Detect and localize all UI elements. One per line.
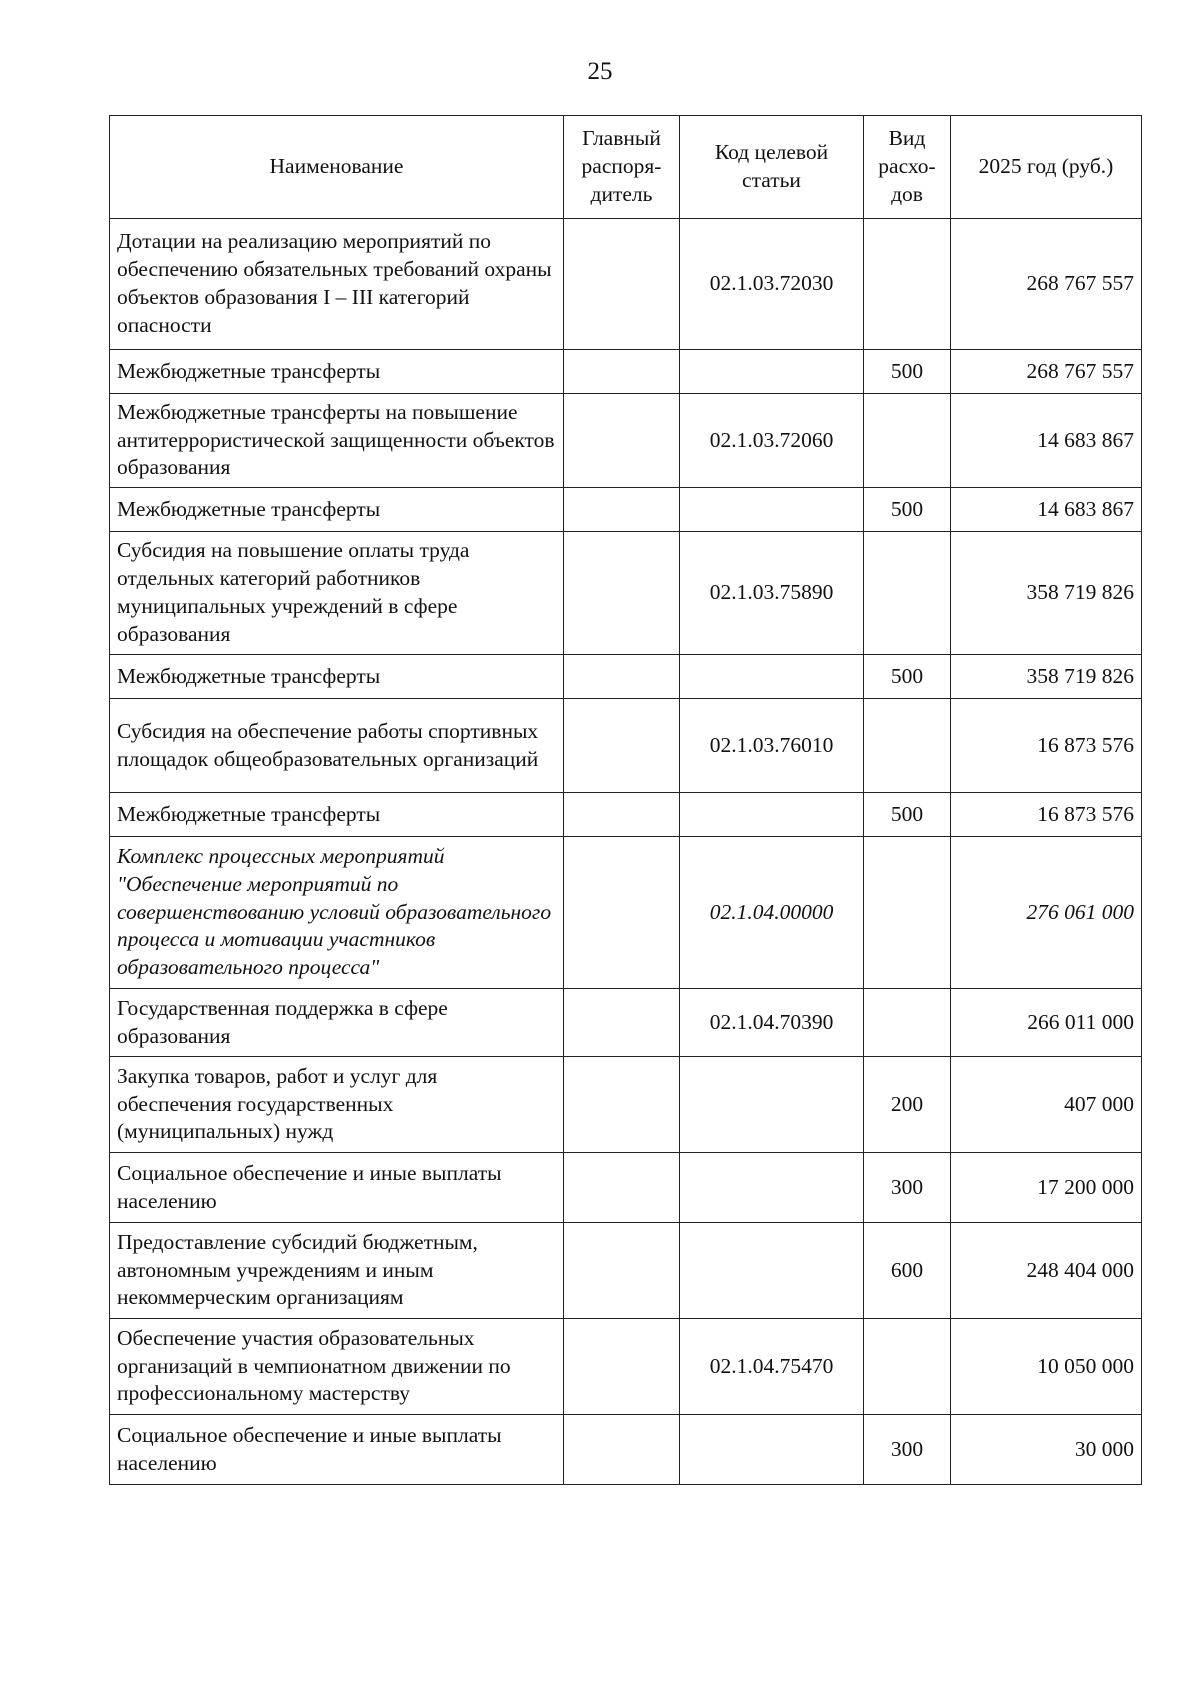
row-name-cell: Социальное обеспечение и иные выплаты населению: [110, 1415, 564, 1485]
table-header-row: [110, 116, 1142, 219]
row-name-cell: Социальное обеспечение и иные выплаты населению: [110, 1153, 564, 1223]
header-expense-type: Вид расхо-дов: [864, 116, 951, 219]
row-target-code-cell: 02.1.04.70390: [680, 989, 864, 1057]
row-chief-manager-cell: [564, 1415, 680, 1485]
row-chief-manager-cell: [564, 350, 680, 394]
row-name-cell: Предоставление субсидий бюджетным, автономным учреждениям и иным некоммерческим организациям: [110, 1223, 564, 1319]
row-amount-cell: 16 873 576: [951, 793, 1142, 837]
row-expense-type-cell: 200: [864, 1057, 951, 1153]
row-expense-type-cell: 500: [864, 350, 951, 394]
row-amount-cell: 248 404 000: [951, 1223, 1142, 1319]
row-chief-manager-cell: [564, 532, 680, 655]
row-expense-type-cell: [864, 219, 951, 350]
row-name-cell: Обеспечение участия образовательных организаций в чемпионатном движении по профессиональному мастерству: [110, 1319, 564, 1415]
row-target-code-cell: 02.1.03.72060: [680, 394, 864, 488]
row-target-code-cell: [680, 655, 864, 699]
row-name-cell: Субсидия на повышение оплаты труда отдельных категорий работников муниципальных учреждений в сфере образования: [110, 532, 564, 655]
header-name: Наименование: [110, 116, 564, 219]
table-row: [110, 1319, 1142, 1415]
row-name-cell: Межбюджетные трансферты: [110, 793, 564, 837]
row-expense-type-cell: [864, 837, 951, 989]
row-expense-type-cell: 500: [864, 655, 951, 699]
row-chief-manager-cell: [564, 989, 680, 1057]
row-chief-manager-cell: [564, 1319, 680, 1415]
row-name-cell: Межбюджетные трансферты: [110, 350, 564, 394]
row-expense-type-cell: [864, 532, 951, 655]
row-target-code-cell: [680, 488, 864, 532]
table-row: [110, 532, 1142, 655]
row-amount-cell: 407 000: [951, 1057, 1142, 1153]
row-expense-type-cell: [864, 989, 951, 1057]
row-amount-cell: 268 767 557: [951, 350, 1142, 394]
table-row: [110, 1153, 1142, 1223]
row-chief-manager-cell: [564, 655, 680, 699]
row-target-code-cell: 02.1.04.00000: [680, 837, 864, 989]
row-amount-cell: 358 719 826: [951, 655, 1142, 699]
row-expense-type-cell: 300: [864, 1415, 951, 1485]
row-name-cell: Межбюджетные трансферты: [110, 488, 564, 532]
row-target-code-cell: [680, 1223, 864, 1319]
row-expense-type-cell: [864, 394, 951, 488]
row-chief-manager-cell: [564, 1153, 680, 1223]
table-row: [110, 1057, 1142, 1153]
header-target-code: Код целевой статьи: [680, 116, 864, 219]
row-amount-cell: 276 061 000: [951, 837, 1142, 989]
header-amount-2025: 2025 год (руб.): [951, 116, 1142, 219]
row-target-code-cell: [680, 1153, 864, 1223]
row-expense-type-cell: 500: [864, 793, 951, 837]
row-chief-manager-cell: [564, 488, 680, 532]
row-chief-manager-cell: [564, 394, 680, 488]
row-chief-manager-cell: [564, 1223, 680, 1319]
row-target-code-cell: [680, 1057, 864, 1153]
row-chief-manager-cell: [564, 699, 680, 793]
table-row: [110, 989, 1142, 1057]
row-amount-cell: 16 873 576: [951, 699, 1142, 793]
row-chief-manager-cell: [564, 1057, 680, 1153]
page-number: 25: [587, 58, 613, 85]
row-amount-cell: 30 000: [951, 1415, 1142, 1485]
row-amount-cell: 266 011 000: [951, 989, 1142, 1057]
row-expense-type-cell: [864, 699, 951, 793]
row-amount-cell: 14 683 867: [951, 394, 1142, 488]
row-target-code-cell: 02.1.03.76010: [680, 699, 864, 793]
row-name-cell: Дотации на реализацию мероприятий по обеспечению обязательных требований охраны объектов образования I – III категорий опасности: [110, 219, 564, 350]
row-amount-cell: 14 683 867: [951, 488, 1142, 532]
row-amount-cell: 358 719 826: [951, 532, 1142, 655]
row-expense-type-cell: [864, 1319, 951, 1415]
row-amount-cell: 268 767 557: [951, 219, 1142, 350]
header-chief-manager: Главный распоря-дитель: [564, 116, 680, 219]
table-row: [110, 1415, 1142, 1485]
table-row: [110, 699, 1142, 793]
row-expense-type-cell: 500: [864, 488, 951, 532]
row-name-cell: Межбюджетные трансферты на повышение антитеррористической защищенности объектов образования: [110, 394, 564, 488]
row-name-cell: Субсидия на обеспечение работы спортивных площадок общеобразовательных организаций: [110, 699, 564, 793]
row-chief-manager-cell: [564, 793, 680, 837]
row-target-code-cell: [680, 793, 864, 837]
row-amount-cell: 10 050 000: [951, 1319, 1142, 1415]
row-target-code-cell: 02.1.03.72030: [680, 219, 864, 350]
table-row: [110, 219, 1142, 350]
row-name-cell: Межбюджетные трансферты: [110, 655, 564, 699]
table-row: [110, 488, 1142, 532]
table-row: [110, 1223, 1142, 1319]
row-amount-cell: 17 200 000: [951, 1153, 1142, 1223]
table-row: [110, 793, 1142, 837]
row-target-code-cell: 02.1.03.75890: [680, 532, 864, 655]
table-row: [110, 655, 1142, 699]
row-target-code-cell: [680, 350, 864, 394]
row-name-cell: Комплекс процессных мероприятий "Обеспечение мероприятий по совершенствованию условий образовательного процесса и мотивации участников образовательного процесса": [110, 837, 564, 989]
row-name-cell: Закупка товаров, работ и услуг для обеспечения государственных (муниципальных) нужд: [110, 1057, 564, 1153]
table-row: [110, 394, 1142, 488]
row-chief-manager-cell: [564, 219, 680, 350]
row-expense-type-cell: 300: [864, 1153, 951, 1223]
table-row: [110, 350, 1142, 394]
row-target-code-cell: 02.1.04.75470: [680, 1319, 864, 1415]
row-name-cell: Государственная поддержка в сфере образования: [110, 989, 564, 1057]
budget-table: [109, 115, 1142, 1485]
row-target-code-cell: [680, 1415, 864, 1485]
table-body: [110, 219, 1142, 1485]
table-row: [110, 837, 1142, 989]
row-expense-type-cell: 600: [864, 1223, 951, 1319]
row-chief-manager-cell: [564, 837, 680, 989]
